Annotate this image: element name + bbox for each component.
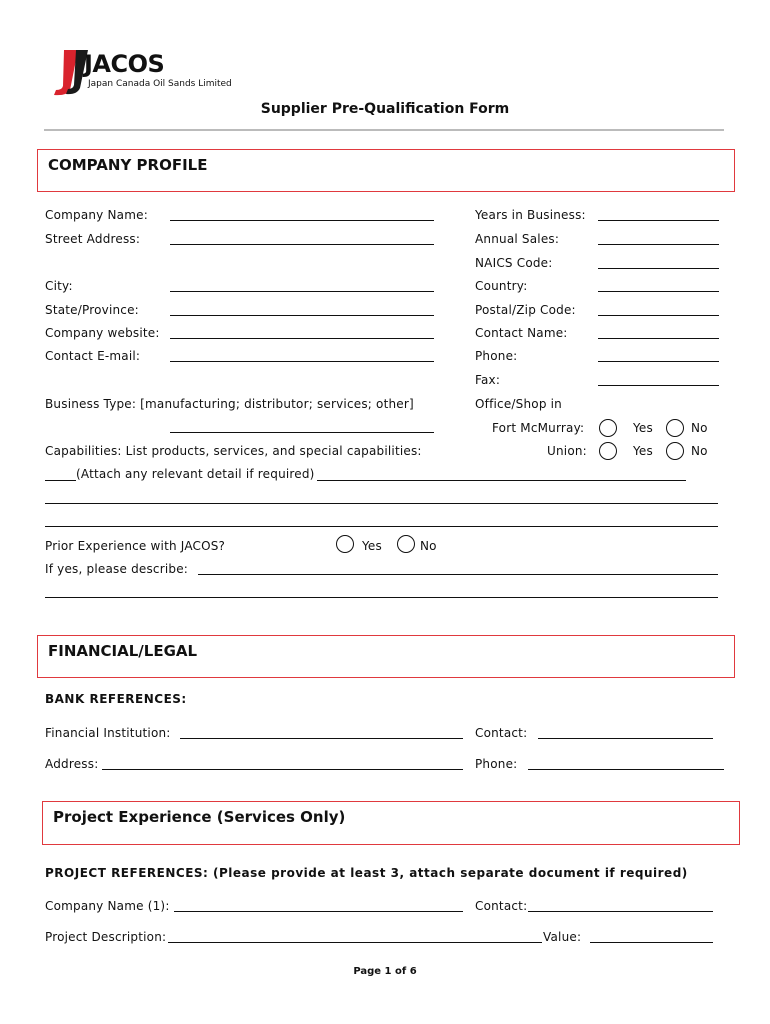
union-yes-label: Yes (633, 444, 653, 458)
naics-code-field[interactable] (598, 268, 719, 269)
logo-brand: JACOS (84, 50, 165, 78)
if-yes-describe-field[interactable] (198, 574, 718, 575)
contact-email-field[interactable] (170, 361, 434, 362)
bank-address-label: Address: (45, 757, 99, 771)
union-no-label: No (691, 444, 708, 458)
project-experience-heading: Project Experience (Services Only) (53, 808, 346, 826)
contact-email-label: Contact E-mail: (45, 349, 141, 363)
project-contact-label: Contact: (475, 899, 528, 913)
company-logo (48, 48, 258, 98)
city-field[interactable] (170, 291, 434, 292)
phone-label: Phone: (475, 349, 518, 363)
business-type-label: Business Type: [manufacturing; distributor; services; other] (45, 397, 414, 411)
contact-name-field[interactable] (598, 338, 719, 339)
company-profile-heading: COMPANY PROFILE (48, 156, 208, 174)
contact-name-label: Contact Name: (475, 326, 568, 340)
prior-experience-no-label: No (420, 539, 437, 553)
company-website-field[interactable] (170, 338, 434, 339)
project-company-name-field[interactable] (174, 911, 463, 912)
postal-zip-label: Postal/Zip Code: (475, 303, 576, 317)
if-yes-describe-label: If yes, please describe: (45, 562, 189, 576)
union-label: Union: (547, 444, 587, 458)
describe-line-2[interactable] (45, 597, 718, 598)
financial-institution-label: Financial Institution: (45, 726, 171, 740)
union-yes-radio[interactable] (599, 442, 617, 460)
project-description-field[interactable] (168, 942, 542, 943)
company-name-field[interactable] (170, 220, 434, 221)
project-description-label: Project Description: (45, 930, 167, 944)
bank-phone-label: Phone: (475, 757, 518, 771)
project-value-field[interactable] (590, 942, 713, 943)
fax-label: Fax: (475, 373, 501, 387)
capabilities-line-3[interactable] (45, 526, 718, 527)
union-no-radio[interactable] (666, 442, 684, 460)
bank-references-heading: BANK REFERENCES: (45, 692, 187, 706)
office-shop-label: Office/Shop in (475, 397, 562, 411)
fort-mcmurray-no-radio[interactable] (666, 419, 684, 437)
bank-contact-field[interactable] (538, 738, 713, 739)
financial-institution-field[interactable] (180, 738, 463, 739)
prior-experience-yes-radio[interactable] (336, 535, 354, 553)
prior-experience-no-radio[interactable] (397, 535, 415, 553)
phone-field[interactable] (598, 361, 719, 362)
company-website-label: Company website: (45, 326, 160, 340)
country-label: Country: (475, 279, 528, 293)
naics-code-label: NAICS Code: (475, 256, 553, 270)
attach-detail-note: (Attach any relevant detail if required) (76, 467, 315, 481)
years-in-business-label: Years in Business: (475, 208, 586, 222)
business-type-field[interactable] (170, 432, 434, 433)
financial-legal-heading: FINANCIAL/LEGAL (48, 642, 198, 660)
project-company-name-label: Company Name (1): (45, 899, 170, 913)
street-address-field[interactable] (170, 244, 434, 245)
bank-address-field[interactable] (102, 769, 463, 770)
project-value-label: Value: (543, 930, 582, 944)
city-label: City: (45, 279, 73, 293)
state-province-label: State/Province: (45, 303, 139, 317)
prior-experience-yes-label: Yes (362, 539, 382, 553)
project-contact-field[interactable] (528, 911, 713, 912)
country-field[interactable] (598, 291, 719, 292)
logo-subtitle: Japan Canada Oil Sands Limited (88, 79, 232, 89)
fort-mcmurray-yes-radio[interactable] (599, 419, 617, 437)
fort-mcmurray-no-label: No (691, 421, 708, 435)
title-divider (44, 129, 724, 131)
page-number: Page 1 of 6 (353, 966, 417, 977)
project-references-heading: PROJECT REFERENCES: (Please provide at least 3, attach separate document if required) (45, 866, 688, 880)
form-title: Supplier Pre-Qualification Form (260, 101, 510, 117)
years-in-business-field[interactable] (598, 220, 719, 221)
company-name-label: Company Name: (45, 208, 148, 222)
capabilities-line-2[interactable] (45, 503, 718, 504)
annual-sales-label: Annual Sales: (475, 232, 560, 246)
street-address-label: Street Address: (45, 232, 141, 246)
prior-experience-label: Prior Experience with JACOS? (45, 539, 226, 553)
capabilities-label: Capabilities: List products, services, and special capabilities: (45, 444, 422, 458)
state-province-field[interactable] (170, 315, 434, 316)
fort-mcmurray-yes-label: Yes (633, 421, 653, 435)
bank-phone-field[interactable] (528, 769, 724, 770)
fort-mcmurray-label: Fort McMurray: (492, 421, 585, 435)
postal-zip-field[interactable] (598, 315, 719, 316)
bank-contact-label: Contact: (475, 726, 528, 740)
annual-sales-field[interactable] (598, 244, 719, 245)
fax-field[interactable] (598, 385, 719, 386)
